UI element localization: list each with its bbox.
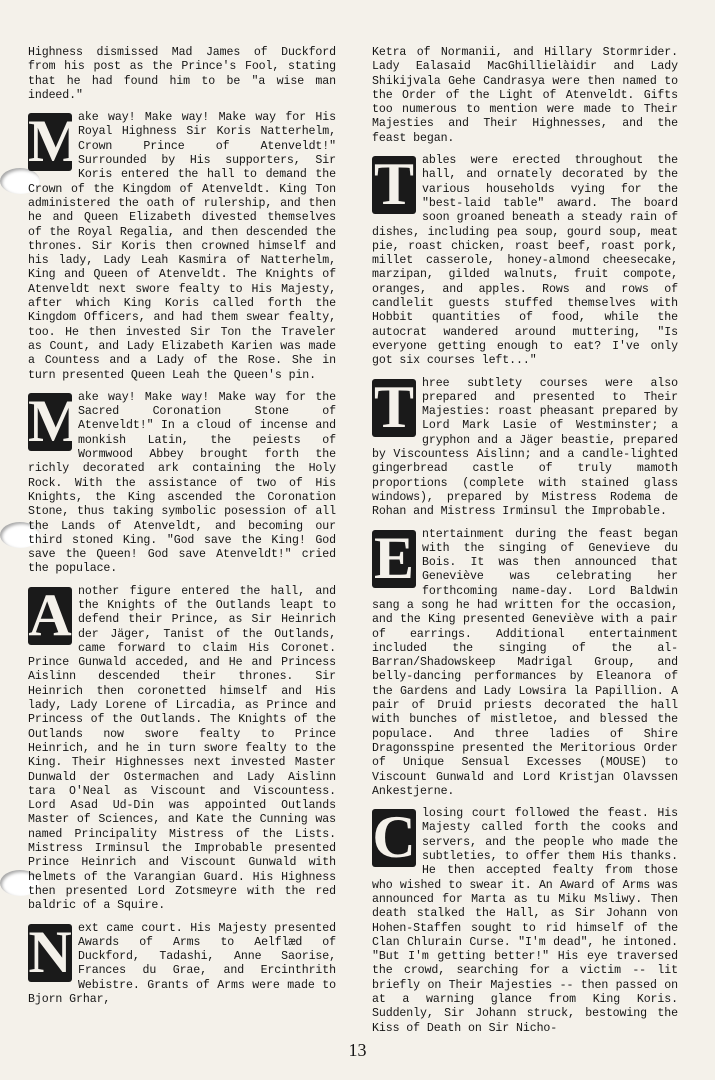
paragraph-text: ake way! Make way! Make way for His Royal Highness Sir Koris Natterhelm, Crown Prince of Atenveldt!" Surrounded by His supporters, Sir Koris entered the hall to demand the Crown of the Kingdom of Atenveldt. King Ton administered the oath of rulership, and then he and Queen Elizabeth divested themselves of the Royal Regalia, and then descended the thrones. Sir Koris then crowned himself and his lady, Lady Leah Kasmira of Natterhelm, King and Queen of Atenveldt. The Knights of Atenveldt next swore fealty to His Majesty, after which King Koris called forth the Kingdom Officers, and had them swear fealty, too. He then invested Sir Ton the Traveler as Count, and Lady Elizabeth Karien was made a Countess and a Lady of the Rose. She in turn presented Queen Leah the Queen's pin.	[28, 111, 336, 382]
page-number: 13	[348, 1040, 367, 1060]
paragraph-text: losing court followed the feast. His Majesty called forth the cooks and servers, and the people who made the subtleties, to offer them His thanks. He then accepted fealty from those who wished to swear it. An Award of Arms was announced for Marta as tu Miku Msliwy. Then death stalked the Hall, as Sir Johann von Hohen-Staffen sought to rid himself of the Clan Chlurain Curse. "I'm dead", he intoned. "But I'm getting better!" His eye traversed the crowd, searching for a victim -- lit briefly on Their Majesties -- then passed on at a warning glance from King Koris. Suddenly, Sir Johann struck, bestowing the Kiss of Death on Sir Nicho-	[372, 807, 678, 1035]
paragraph	[28, 108, 336, 383]
paragraph-text: hree subtlety courses were also prepared and presented to Their Majesties: roast pheasant prepared by Lord Mark Lasie of Westminster; a gryphon and a Jäger beastie, prepared by Viscountess Aislinn; and a candle-lighted gingerbread castle of truly mamoth proportions (complete with stained glass windows), prepared by Mistress Rodema de Rohan and Mistress Irminsul the Improbable.	[372, 376, 678, 519]
paragraph: Ketra of Normanii, and Hillary Stormrider. Lady Ealasaid MacGhillielàidir and Lady Shikijvala Gehe Candrasya were then named to the Order of the Light of Atenveldt. Gifts too numerous to mention were made to Their Majesties and Their Highnesses, and the feast began.	[372, 46, 678, 145]
drop-cap: M	[28, 387, 85, 454]
paragraph: Highness dismissed Mad James of Duckford from his post as the Prince's Fool, stating that he had found him to be "a wise man indeed."	[28, 46, 336, 102]
paragraph	[372, 804, 678, 1036]
drop-cap: A	[28, 581, 72, 648]
paragraph-text: ntertainment during the feast began with the singing of Genevieve du Bois. It was then announced that Geneviève was celebrating her forthcoming name-day. Lord Baldwin sang a song he had written for the occasion, and the King presented Geneviève with a pair of earrings. Additional entertainment included the singing of the al-Barran/Shadowskeep Madrigal Group, and belly-dancing performances by Eleanora of the Gardens and Lady Lowsira la Papillion. A pair of Druid priests decorated the hall with bunches of mistletoe, and blessed the populace. And three ladies of Shire Dragonsspine presented the Meritorious Order of Unique Sensual Excesses (MOUSE) to Viscount Gunwald and Lord Kristjan Olavssen Ankestjerne.	[372, 527, 678, 798]
drop-cap: T	[372, 156, 416, 214]
paragraph-text: ake way! Make way! Make way for the Sacred Coronation Stone of Atenveldt!" In a cloud of incense and monkish Latin, the peiests of Wormwood Abbey brought forth the richly decorated ark containing the Holy Rock. With the assistance of two of His Knights, the King ascended the Coronation Stone, thus taking symbolic posession of all the Lands of Atenveldt, and becoming our third stoned King. "God save the King! God save the Queen! God save Atenveldt!" cried the populace.	[28, 390, 336, 576]
paragraph	[372, 524, 678, 800]
paragraph	[372, 373, 678, 520]
left-column	[28, 46, 336, 1015]
paragraph-text: ables were erected throughout the hall, and ornately decorated by the various households vying for the "best-laid table" award. The board soon groaned beneath a steady rain of dishes, including pea soup, gourd soup, meat pie, roast chicken, roast beef, roast pork, millet casserole, honey-almond cheesecake, marzipan, gilded walnuts, fruit compote, oranges, and apples. Rows and rows of candlelit guests stuffed themselves with Hobbit quantities of food, while the autocrat wandered around muttering, "Is everyone getting enough to eat? I've only got six courses left..."	[372, 154, 678, 368]
drop-cap: M	[28, 108, 85, 175]
drop-cap: E	[372, 530, 416, 588]
paragraph	[372, 151, 678, 368]
paragraph	[28, 387, 336, 577]
paragraph-text: nother figure entered the hall, and the Knights of the Outlands leapt to defend their Prince, as Sir Heinrich der Jäger, Tanist of the Outlands, came forward to claim His Coronet. Prince Gunwald acceded, and He and Princess Aislinn descended their thrones. Sir Heinrich then coronetted himself and His lady, Lady Lorene of Lircadia, as Prince and Princess of the Outlands. The Knights of the Outlands now swore fealty to Prince Heinrich, and he in turn swore fealty to the King. Their Highnesses next invested Master Dunwald der Ostermachen and Lady Aislinn tara O'Neal as Viscount and Viscountess. Lord Asad Ud-Din was appointed Outlands Master of Sciences, and Kate the Cunning was named Principality Mistress of the Lists. Mistress Irminsul the Improbable presented Prince Heinrich and Viscount Gunwald with helmets of the Varangian Guard. His Highness then presented Lord Zotsmeyre with the red baldric of a Squire.	[28, 584, 336, 913]
right-column	[372, 46, 678, 1044]
paragraph	[28, 918, 336, 1008]
drop-cap: T	[372, 379, 416, 437]
paragraph-text: ext came court. His Majesty presented Awards of Arms to Aelflæd of Duckford, Tadashi, Anne Saorise, Frances du Grae, and Ercinthrith Webistre. Grants of Arms were made to Bjorn Grhar,	[28, 921, 336, 1006]
paragraph	[28, 581, 336, 914]
drop-cap: N	[28, 918, 72, 985]
drop-cap: C	[372, 804, 416, 871]
